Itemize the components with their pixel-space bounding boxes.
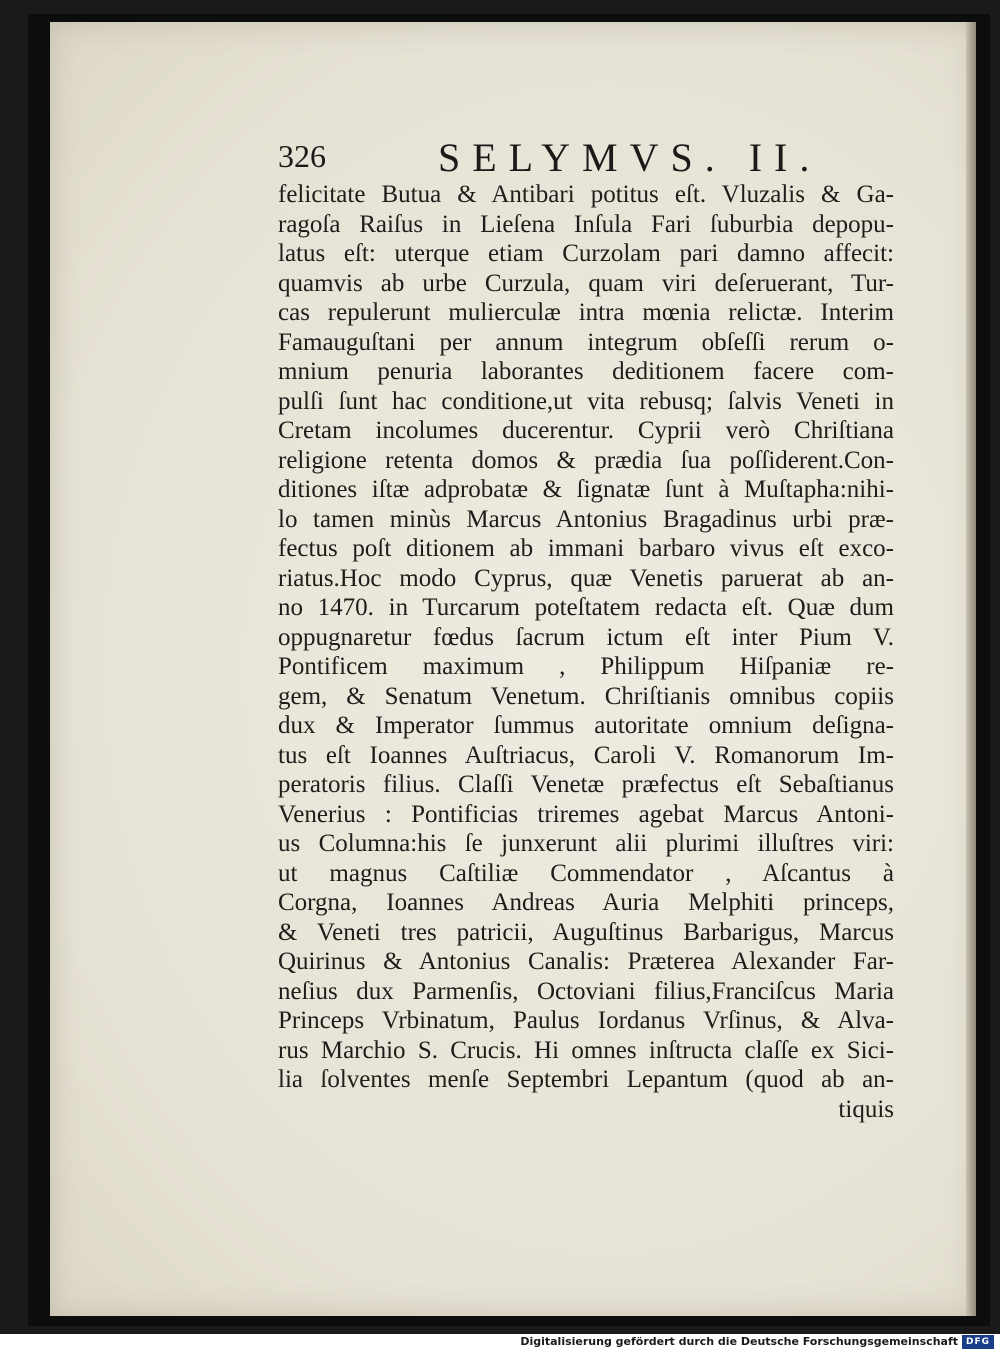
- page-header: [278, 134, 898, 184]
- text-line: quamvis ab urbe Curzula, quam viri deſeruerant, Tur-: [278, 269, 894, 297]
- dfg-logo: DFG: [962, 1335, 994, 1349]
- text-line: cas repulerunt mulierculæ intra mœnia relictæ. Interim: [278, 299, 894, 326]
- text-line: riatus.Hoc modo Cyprus, quæ Venetis paruerat ab an-: [278, 564, 894, 592]
- text-line: no 1470. in Turcarum poteſtatem redacta eſt. Quæ dum: [278, 594, 894, 621]
- text-line: religione retenta domos & prædia ſua poſſiderent.Con-: [278, 446, 894, 474]
- text-line: neſius dux Parmenſis, Octoviani filius,Franciſcus Maria: [278, 977, 894, 1005]
- text-line: oppugnaretur fœdus ſacrum ictum eſt inter Pium V.: [278, 623, 894, 651]
- text-line: & Veneti tres patricii, Auguſtinus Barbarigus, Marcus: [278, 918, 894, 946]
- text-line: Cretam incolumes ducerentur. Cyprii verò Chriſtiana: [278, 417, 894, 444]
- body-text: [278, 180, 894, 1124]
- text-line: Quirinus & Antonius Canalis: Præterea Alexander Far-: [278, 948, 894, 975]
- text-line: ditiones iſtæ adprobatæ & ſignatæ ſunt à Muſtapha:nihi-: [278, 476, 894, 503]
- text-line: peratoris filius. Claſſi Venetæ præfectus eſt Sebaſtianus: [278, 771, 894, 798]
- text-line: tus eſt Ioannes Auſtriacus, Caroli V. Romanorum Im-: [278, 741, 894, 769]
- text-line: Corgna, Ioannes Andreas Auria Melphiti princeps,: [278, 889, 894, 916]
- funding-credit: Digitalisierung gefördert durch die Deutsche Forschungsgemeinschaft: [520, 1335, 958, 1348]
- text-line: ut magnus Caſtiliæ Commendator , Aſcantus à: [278, 859, 894, 887]
- text-line: lia ſolventes menſe Septembri Lepantum (quod ab an-: [278, 1066, 894, 1093]
- text-line: latus eſt: uterque etiam Curzolam pari damno affecit:: [278, 240, 894, 267]
- text-line: Princeps Vrbinatum, Paulus Iordanus Vrſinus, & Alva-: [278, 1007, 894, 1034]
- text-line: pulſi ſunt hac conditione,ut vita rebusq; ſalvis Veneti in: [278, 387, 894, 415]
- text-line: felicitate Butua & Antibari potitus eſt. Vluzalis & Ga-: [278, 181, 894, 208]
- text-line: us Columna:his ſe junxerunt alii plurimi illuſtres viri:: [278, 830, 894, 857]
- running-title: SELYMVS. II.: [438, 135, 822, 180]
- page-edge: [966, 22, 976, 1316]
- text-line: fectus poſt ditionem ab immani barbaro vivus eſt exco-: [278, 535, 894, 562]
- catchword: tiquis: [838, 1095, 894, 1123]
- text-line: dux & Imperator ſummus autoritate omnium deſigna-: [278, 712, 894, 739]
- text-line: gem, & Senatum Venetum. Chriſtianis omnibus copiis: [278, 682, 894, 710]
- text-line: mnium penuria laborantes deditionem facere com-: [278, 358, 894, 385]
- text-line: rus Marchio S. Crucis. Hi omnes inſtructa claſſe ex Sici-: [278, 1036, 894, 1064]
- page-number: 326: [278, 138, 326, 174]
- text-line: Famauguſtani per annum integrum obſeſſi rerum o-: [278, 328, 894, 356]
- text-line: ragoſa Raiſus in Lieſena Inſula Fari ſuburbia depopu-: [278, 210, 894, 238]
- text-line: lo tamen minùs Marcus Antonius Bragadinus urbi præ-: [278, 505, 894, 533]
- text-line: Pontificem maximum , Philippum Hiſpaniæ re-: [278, 653, 894, 680]
- text-line: Venerius : Pontificias triremes agebat Marcus Antoni-: [278, 800, 894, 828]
